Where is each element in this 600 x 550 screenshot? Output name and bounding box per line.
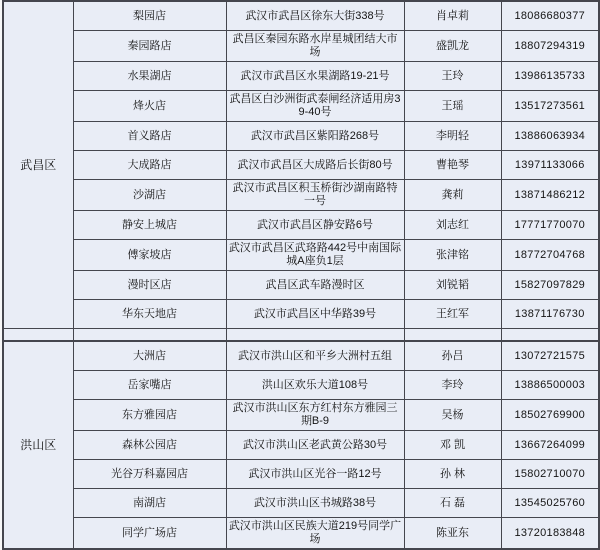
- contact-name-cell: 龚莉: [404, 180, 501, 211]
- contact-name-cell: 陈亚东: [404, 518, 501, 550]
- district-cell: 洪山区: [3, 341, 73, 549]
- store-name-cell: 东方雅园店: [73, 400, 226, 431]
- table-row: [3, 371, 599, 400]
- phone-cell: 18502769900: [501, 400, 599, 431]
- contact-name-cell: 张津铭: [404, 240, 501, 271]
- phone-cell: 13871486212: [501, 180, 599, 211]
- district-cell: 武昌区: [3, 1, 73, 329]
- phone-cell: 13886500003: [501, 371, 599, 400]
- contact-name-cell: 盛凯龙: [404, 31, 501, 62]
- store-name-cell: 岳家嘴店: [73, 371, 226, 400]
- phone-cell: 15802710070: [501, 460, 599, 489]
- contact-name-cell: 李明轻: [404, 122, 501, 151]
- table-row: [3, 151, 599, 180]
- store-name-cell: 烽火店: [73, 91, 226, 122]
- spacer-cell: [404, 329, 501, 342]
- table-row: [3, 271, 599, 300]
- address-cell: 武汉市武昌区大成路后长街80号: [226, 151, 404, 180]
- store-name-cell: 森林公园店: [73, 431, 226, 460]
- contact-name-cell: 王瑶: [404, 91, 501, 122]
- store-name-cell: 华东天地店: [73, 300, 226, 329]
- address-cell: 武汉市洪山区东方红村东方雅园三期B-9: [226, 400, 404, 431]
- store-name-cell: 梨园店: [73, 1, 226, 31]
- contact-name-cell: 石 磊: [404, 489, 501, 518]
- table-row: [3, 91, 599, 122]
- address-cell: 武汉市武昌区徐东大街338号: [226, 1, 404, 31]
- address-cell: 武汉市武昌区积玉桥街沙湖南路特一号: [226, 180, 404, 211]
- contact-name-cell: 刘锐韬: [404, 271, 501, 300]
- phone-cell: 18772704768: [501, 240, 599, 271]
- table-row: [3, 400, 599, 431]
- store-name-cell: 沙湖店: [73, 180, 226, 211]
- table-row: [3, 180, 599, 211]
- contact-name-cell: 邓 凯: [404, 431, 501, 460]
- table-row: [3, 1, 599, 31]
- spacer-cell: [226, 329, 404, 342]
- store-name-cell: 大成路店: [73, 151, 226, 180]
- table-row: [3, 341, 599, 371]
- address-cell: 武汉市武昌区水果湖路19-21号: [226, 62, 404, 91]
- address-cell: 武汉市洪山区民族大道219号同学广场: [226, 518, 404, 550]
- store-table-body: [3, 1, 599, 549]
- store-name-cell: 水果湖店: [73, 62, 226, 91]
- store-name-cell: 秦园路店: [73, 31, 226, 62]
- address-cell: 武汉市洪山区老武黄公路30号: [226, 431, 404, 460]
- table-row: [3, 300, 599, 329]
- contact-name-cell: 肖卓莉: [404, 1, 501, 31]
- section-spacer-row: [3, 329, 599, 342]
- phone-cell: 18807294319: [501, 31, 599, 62]
- table-row: [3, 122, 599, 151]
- address-cell: 武汉市武昌区武珞路442号中南国际城A座负1层: [226, 240, 404, 271]
- table-row: [3, 460, 599, 489]
- address-cell: 武汉市洪山区光谷一路12号: [226, 460, 404, 489]
- phone-cell: 18086680377: [501, 1, 599, 31]
- phone-cell: 13986135733: [501, 62, 599, 91]
- phone-cell: 13517273561: [501, 91, 599, 122]
- store-name-cell: 光谷万科嘉园店: [73, 460, 226, 489]
- contact-name-cell: 王玲: [404, 62, 501, 91]
- contact-name-cell: 孙吕: [404, 341, 501, 371]
- contact-name-cell: 李玲: [404, 371, 501, 400]
- store-name-cell: 首义路店: [73, 122, 226, 151]
- table-row: [3, 489, 599, 518]
- contact-name-cell: 曹艳琴: [404, 151, 501, 180]
- address-cell: 武汉市武昌区中华路39号: [226, 300, 404, 329]
- store-name-cell: 大洲店: [73, 341, 226, 371]
- table-row: [3, 518, 599, 550]
- contact-name-cell: 王红军: [404, 300, 501, 329]
- table-row: [3, 431, 599, 460]
- table-row: [3, 62, 599, 91]
- phone-cell: 13886063934: [501, 122, 599, 151]
- spacer-cell: [73, 329, 226, 342]
- spacer-cell: [3, 329, 73, 342]
- phone-cell: 13545025760: [501, 489, 599, 518]
- address-cell: 武昌区武车路漫时区: [226, 271, 404, 300]
- phone-cell: 13667264099: [501, 431, 599, 460]
- store-name-cell: 南湖店: [73, 489, 226, 518]
- spacer-cell: [501, 329, 599, 342]
- address-cell: 武汉市武昌区紫阳路268号: [226, 122, 404, 151]
- store-name-cell: 静安上城店: [73, 211, 226, 240]
- address-cell: 武昌区秦园东路水岸星城团结大市场: [226, 31, 404, 62]
- store-name-cell: 同学广场店: [73, 518, 226, 550]
- store-name-cell: 傅家坡店: [73, 240, 226, 271]
- phone-cell: 15827097829: [501, 271, 599, 300]
- phone-cell: 17771770070: [501, 211, 599, 240]
- phone-cell: 13072721575: [501, 341, 599, 371]
- address-cell: 武汉市洪山区和平乡大洲村五组: [226, 341, 404, 371]
- table-row: [3, 240, 599, 271]
- store-name-cell: 漫时区店: [73, 271, 226, 300]
- address-cell: 武汉市洪山区书城路38号: [226, 489, 404, 518]
- phone-cell: 13971133066: [501, 151, 599, 180]
- contact-name-cell: 吴杨: [404, 400, 501, 431]
- contact-name-cell: 刘志红: [404, 211, 501, 240]
- address-cell: 武昌区白沙洲街武泰闸经济适用房39-40号: [226, 91, 404, 122]
- store-table: [2, 0, 600, 550]
- address-cell: 洪山区欢乐大道108号: [226, 371, 404, 400]
- address-cell: 武汉市武昌区静安路6号: [226, 211, 404, 240]
- contact-name-cell: 孙 林: [404, 460, 501, 489]
- table-row: [3, 31, 599, 62]
- phone-cell: 13720183848: [501, 518, 599, 550]
- table-row: [3, 211, 599, 240]
- phone-cell: 13871176730: [501, 300, 599, 329]
